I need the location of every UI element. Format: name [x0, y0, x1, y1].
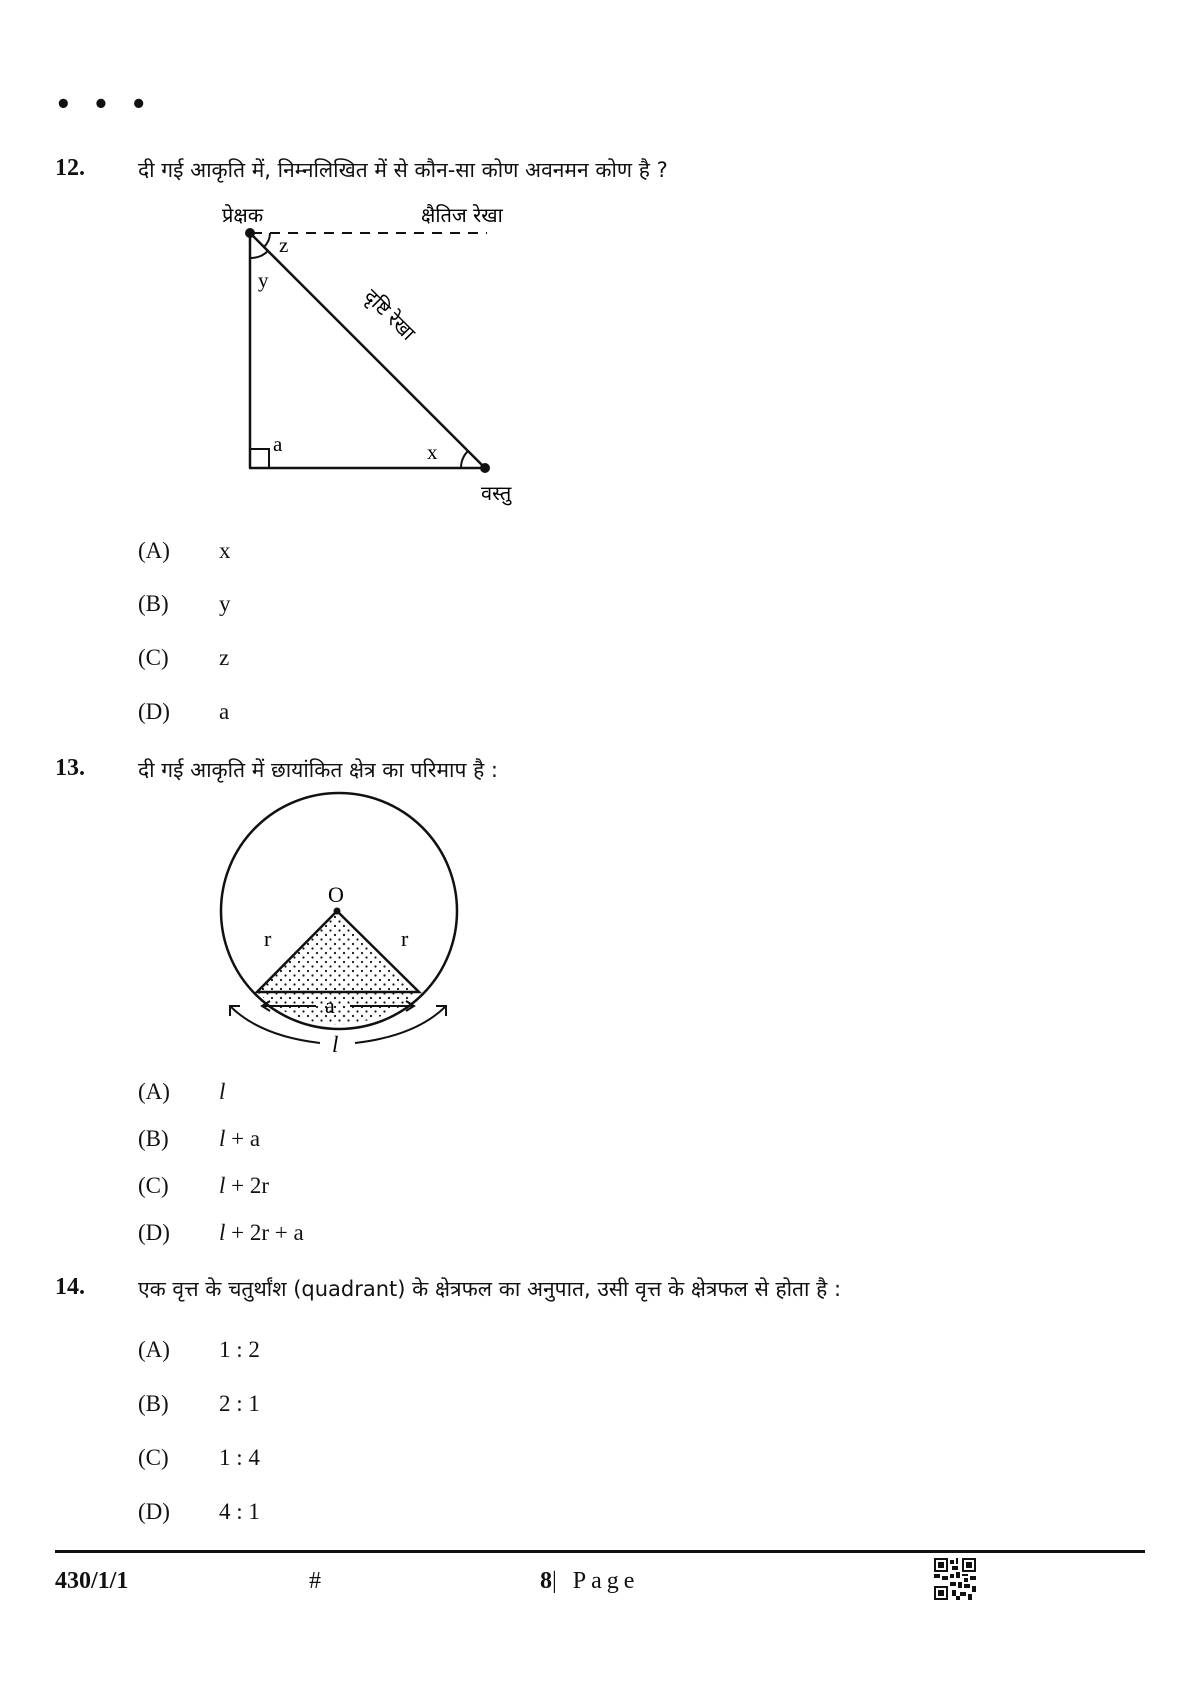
qr-code-icon	[934, 1558, 976, 1600]
angle-x-arc	[461, 451, 468, 468]
label-angle-y: y	[258, 268, 269, 292]
label-horizontal-line: क्षैतिज रेखा	[421, 203, 503, 227]
option-label: (B)	[138, 591, 169, 616]
option-value: 2 : 1	[219, 1391, 260, 1416]
question-number-14: 14.	[55, 1274, 85, 1300]
question-text-14: एक वृत्त के चतुर्थांश (quadrant) के क्षेत्रफल का अनुपात, उसी वृत्त के क्षेत्रफल से होता है :	[138, 1277, 842, 1301]
option-value: a	[219, 699, 230, 724]
question-text-13: दी गई आकृति में छायांकित क्षेत्र का परिमाप है :	[138, 758, 498, 782]
option-label: (A)	[138, 1079, 170, 1104]
option-label: (D)	[138, 699, 170, 724]
figure-shaded-sector	[180, 780, 500, 1080]
hash-marker: #	[309, 1568, 321, 1594]
observer-point	[245, 228, 255, 238]
label-center-o: O	[328, 882, 344, 907]
option-label: (A)	[138, 1337, 170, 1362]
option-value-suffix: + 2r	[225, 1173, 270, 1198]
shaded-triangle	[257, 911, 419, 992]
option-value-l: l	[219, 1173, 226, 1198]
continuation-dots: • • •	[55, 90, 153, 120]
page-label: | Page	[552, 1568, 640, 1594]
label-angle-z: z	[279, 233, 289, 257]
angle-y-arc	[250, 251, 268, 258]
object-point	[480, 463, 490, 473]
label-radius-left: r	[264, 926, 272, 951]
label-radius-right: r	[401, 926, 409, 951]
line-of-sight	[250, 233, 485, 468]
option-label: (C)	[138, 645, 169, 670]
option-label: (D)	[138, 1220, 170, 1245]
question-text-12: दी गई आकृति में, निम्नलिखित में से कौन-सा कोण अवनमन कोण है ?	[138, 158, 668, 182]
option-value: 1 : 4	[219, 1445, 260, 1470]
option-label: (A)	[138, 538, 170, 563]
option-value: z	[219, 645, 230, 670]
paper-code: 430/1/1	[55, 1568, 129, 1594]
label-line-of-sight: दृष्टि रेखा	[359, 285, 419, 345]
shaded-segment	[257, 992, 419, 1024]
label-angle-x: x	[427, 440, 438, 464]
option-label: (C)	[138, 1445, 169, 1470]
label-angle-a: a	[273, 432, 283, 456]
figure-angle-of-depression	[0, 0, 600, 520]
page-number: 8	[540, 1568, 552, 1594]
option-value-l: l	[219, 1126, 226, 1151]
option-value: x	[219, 538, 231, 563]
question-number-12: 12.	[55, 155, 85, 181]
option-label: (B)	[138, 1391, 169, 1416]
question-number-13: 13.	[55, 755, 85, 781]
option-value-l: l	[219, 1079, 226, 1104]
footer-rule	[55, 1550, 1145, 1553]
center-point	[334, 908, 341, 915]
option-label: (C)	[138, 1173, 169, 1198]
page-number-block	[540, 1568, 639, 1595]
option-label: (B)	[138, 1126, 169, 1151]
option-value-l: l	[219, 1220, 226, 1245]
option-value-suffix: + 2r + a	[225, 1220, 304, 1245]
angle-z-arc	[264, 233, 270, 247]
label-arc-l: l	[332, 1032, 339, 1057]
option-label: (D)	[138, 1499, 170, 1524]
right-angle-mark	[250, 449, 269, 468]
option-value: 4 : 1	[219, 1499, 260, 1524]
option-value: 1 : 2	[219, 1337, 260, 1362]
label-observer: प्रेक्षक	[222, 203, 264, 227]
label-chord-a: a	[325, 993, 335, 1018]
option-value-suffix: + a	[225, 1126, 261, 1151]
label-object: वस्तु	[481, 483, 512, 505]
option-value: y	[219, 591, 231, 616]
